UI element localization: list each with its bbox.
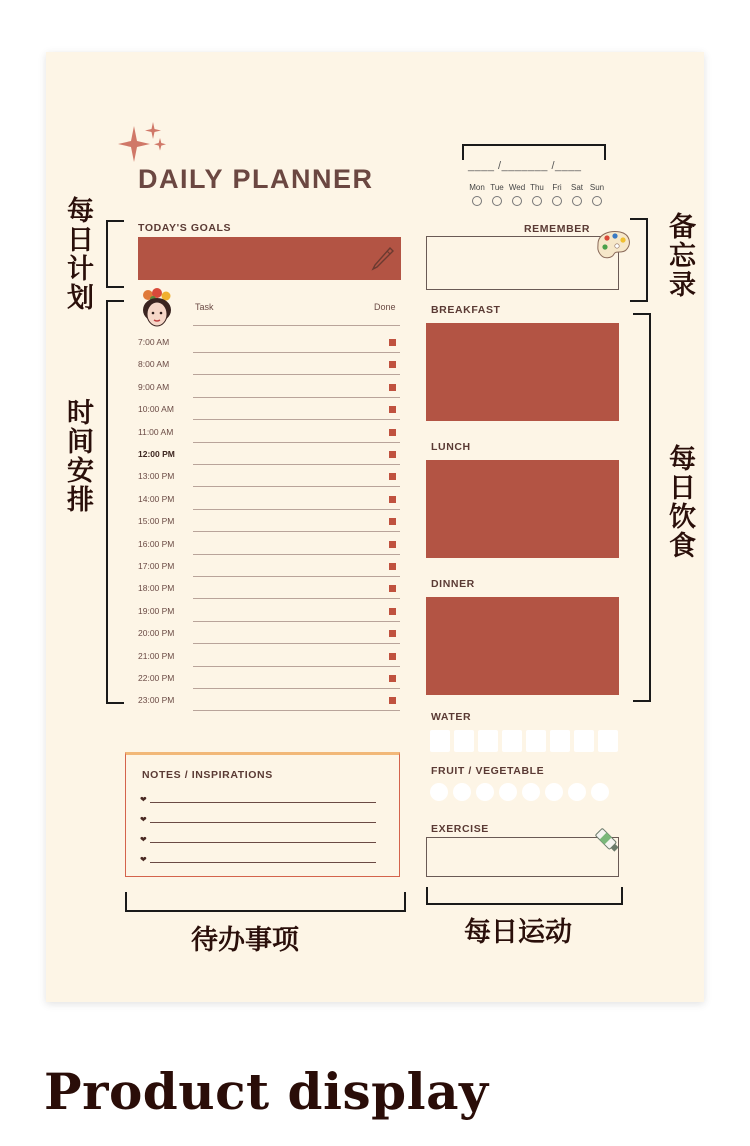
done-checkbox[interactable] (389, 473, 396, 480)
weekday-labels (467, 183, 607, 192)
exercise-label: EXERCISE (431, 823, 489, 835)
apple-icon[interactable] (591, 783, 609, 801)
weekday-sun: Sun (589, 183, 605, 192)
weekday-circle[interactable] (552, 196, 562, 206)
note-line[interactable] (140, 857, 376, 869)
time-label: 20:00 PM (138, 628, 175, 639)
lunch-label: LUNCH (431, 441, 471, 453)
heart-icon: ❤ (140, 795, 147, 804)
task-line[interactable] (193, 464, 400, 465)
task-line[interactable] (193, 621, 400, 622)
time-label: 21:00 PM (138, 650, 175, 661)
water-cup-icon[interactable] (550, 730, 570, 752)
weekday-mon: Mon (469, 183, 485, 192)
apple-icon[interactable] (568, 783, 586, 801)
task-line[interactable] (193, 688, 400, 689)
planner-title: DAILY PLANNER (138, 164, 374, 194)
water-cup-icon[interactable] (526, 730, 546, 752)
apple-icon[interactable] (476, 783, 494, 801)
time-row (138, 378, 400, 400)
done-checkbox[interactable] (389, 429, 396, 436)
notes-box[interactable] (125, 752, 400, 877)
heart-icon: ❤ (140, 855, 147, 864)
done-checkbox[interactable] (389, 563, 396, 570)
schedule-annotation: 时间安排 (62, 398, 93, 514)
weekday-fri: Fri (552, 183, 562, 192)
time-row (138, 535, 400, 557)
task-line[interactable] (193, 442, 400, 443)
task-line[interactable] (193, 509, 400, 510)
done-checkbox[interactable] (389, 339, 396, 346)
weekday-circle[interactable] (492, 196, 502, 206)
water-cup-icon[interactable] (454, 730, 474, 752)
water-cup-icon[interactable] (598, 730, 618, 752)
remember-label: REMEMBER (524, 223, 591, 235)
todo-annotation: 待办事项 (191, 925, 299, 956)
time-row (138, 423, 400, 445)
water-label: WATER (431, 711, 472, 723)
task-line[interactable] (193, 352, 400, 353)
time-label: 19:00 PM (138, 605, 175, 616)
sparkle-icon (116, 122, 172, 168)
apple-icon[interactable] (453, 783, 471, 801)
planner-sheet (46, 52, 704, 1002)
done-checkbox[interactable] (389, 361, 396, 368)
product-caption: Product display (44, 1062, 489, 1121)
time-row (138, 624, 400, 646)
date-bracket (462, 144, 606, 160)
time-label: 16:00 PM (138, 538, 175, 549)
dinner-box[interactable] (426, 597, 619, 695)
paint-tube-icon (591, 824, 625, 858)
time-label: 23:00 PM (138, 695, 175, 706)
apple-icon[interactable] (499, 783, 517, 801)
time-row (138, 647, 400, 669)
time-row (138, 691, 400, 713)
daily-plan-bracket (106, 220, 124, 288)
time-row (138, 333, 400, 355)
girl-avatar-icon (136, 286, 178, 332)
fruit-label: FRUIT / VEGETABLE (431, 765, 545, 777)
task-line[interactable] (193, 666, 400, 667)
meals-bracket (633, 313, 651, 702)
task-line[interactable] (193, 531, 400, 532)
notes-label: NOTES / INSPIRATIONS (142, 769, 273, 781)
water-cup-icon[interactable] (574, 730, 594, 752)
time-label: 10:00 AM (138, 404, 174, 415)
daily-plan-annotation: 每日计划 (62, 196, 93, 312)
time-label: 14:00 PM (138, 493, 175, 504)
lunch-box[interactable] (426, 460, 619, 558)
done-checkbox[interactable] (389, 675, 396, 682)
done-checkbox[interactable] (389, 608, 396, 615)
task-line[interactable] (193, 710, 400, 711)
weekday-thu: Thu (530, 183, 544, 192)
task-line[interactable] (193, 374, 400, 375)
time-row (138, 400, 400, 422)
weekday-circle[interactable] (532, 196, 542, 206)
water-cup-icon[interactable] (502, 730, 522, 752)
weekday-circle[interactable] (592, 196, 602, 206)
done-header: Done (374, 302, 396, 312)
task-line[interactable] (193, 486, 400, 487)
done-checkbox[interactable] (389, 518, 396, 525)
fruit-icons (430, 783, 614, 801)
task-line[interactable] (193, 397, 400, 398)
heart-icon: ❤ (140, 815, 147, 824)
time-row (138, 512, 400, 534)
task-line[interactable] (193, 643, 400, 644)
note-line[interactable] (140, 797, 376, 809)
time-label: 7:00 AM (138, 337, 170, 347)
water-cup-icon[interactable] (478, 730, 498, 752)
apple-icon[interactable] (545, 783, 563, 801)
time-label: 11:00 AM (138, 426, 174, 437)
done-checkbox[interactable] (389, 585, 396, 592)
time-label: 12:00 PM (138, 449, 175, 459)
note-line[interactable] (140, 837, 376, 849)
task-line[interactable] (193, 419, 400, 420)
weekday-circle[interactable] (512, 196, 522, 206)
weekday-sat: Sat (570, 183, 583, 192)
time-row (138, 602, 400, 624)
task-line[interactable] (193, 598, 400, 599)
todo-bracket (125, 892, 406, 912)
time-row (138, 579, 400, 601)
schedule-bracket (106, 300, 124, 704)
time-row (138, 355, 400, 377)
done-checkbox[interactable] (389, 541, 396, 548)
weekday-circle[interactable] (472, 196, 482, 206)
time-row (138, 557, 400, 579)
time-label: 13:00 PM (138, 471, 175, 482)
done-checkbox[interactable] (389, 406, 396, 413)
task-header: Task (195, 302, 214, 312)
time-row (138, 445, 400, 467)
memo-bracket (630, 218, 648, 302)
time-label: 8:00 AM (138, 359, 170, 370)
done-checkbox[interactable] (389, 630, 396, 637)
done-checkbox[interactable] (389, 653, 396, 660)
weekday-wed: Wed (508, 183, 526, 192)
time-row (138, 467, 400, 489)
memo-annotation: 备忘录 (664, 212, 695, 299)
goals-label: TODAY'S GOALS (138, 222, 232, 234)
goals-box[interactable] (138, 237, 401, 280)
time-label: 15:00 PM (138, 516, 175, 527)
apple-icon[interactable] (430, 783, 448, 801)
meals-annotation: 每日饮食 (664, 444, 695, 560)
dinner-label: DINNER (431, 578, 475, 590)
time-row (138, 490, 400, 512)
exercise-annotation: 每日运动 (464, 917, 572, 948)
date-line[interactable]: ____ /_______ /____ (468, 160, 582, 172)
breakfast-box[interactable] (426, 323, 619, 421)
time-label: 18:00 PM (138, 583, 175, 594)
task-line[interactable] (193, 576, 400, 577)
done-checkbox[interactable] (389, 384, 396, 391)
heart-icon: ❤ (140, 835, 147, 844)
time-row (138, 669, 400, 691)
paint-palette-icon (594, 228, 632, 262)
pencil-icon (370, 246, 394, 272)
time-label: 22:00 PM (138, 673, 175, 683)
done-checkbox[interactable] (389, 451, 396, 458)
task-header-line (193, 325, 400, 326)
breakfast-label: BREAKFAST (431, 304, 501, 316)
done-checkbox[interactable] (389, 697, 396, 704)
note-line[interactable] (140, 817, 376, 829)
apple-icon[interactable] (522, 783, 540, 801)
water-cups (430, 730, 622, 752)
weekday-circle[interactable] (572, 196, 582, 206)
weekday-tue: Tue (490, 183, 504, 192)
water-cup-icon[interactable] (430, 730, 450, 752)
exercise-bracket (426, 887, 623, 905)
done-checkbox[interactable] (389, 496, 396, 503)
time-label: 9:00 AM (138, 381, 170, 392)
task-line[interactable] (193, 554, 400, 555)
time-label: 17:00 PM (138, 561, 175, 571)
weekday-checkboxes (467, 196, 607, 206)
remember-box[interactable] (426, 236, 619, 290)
